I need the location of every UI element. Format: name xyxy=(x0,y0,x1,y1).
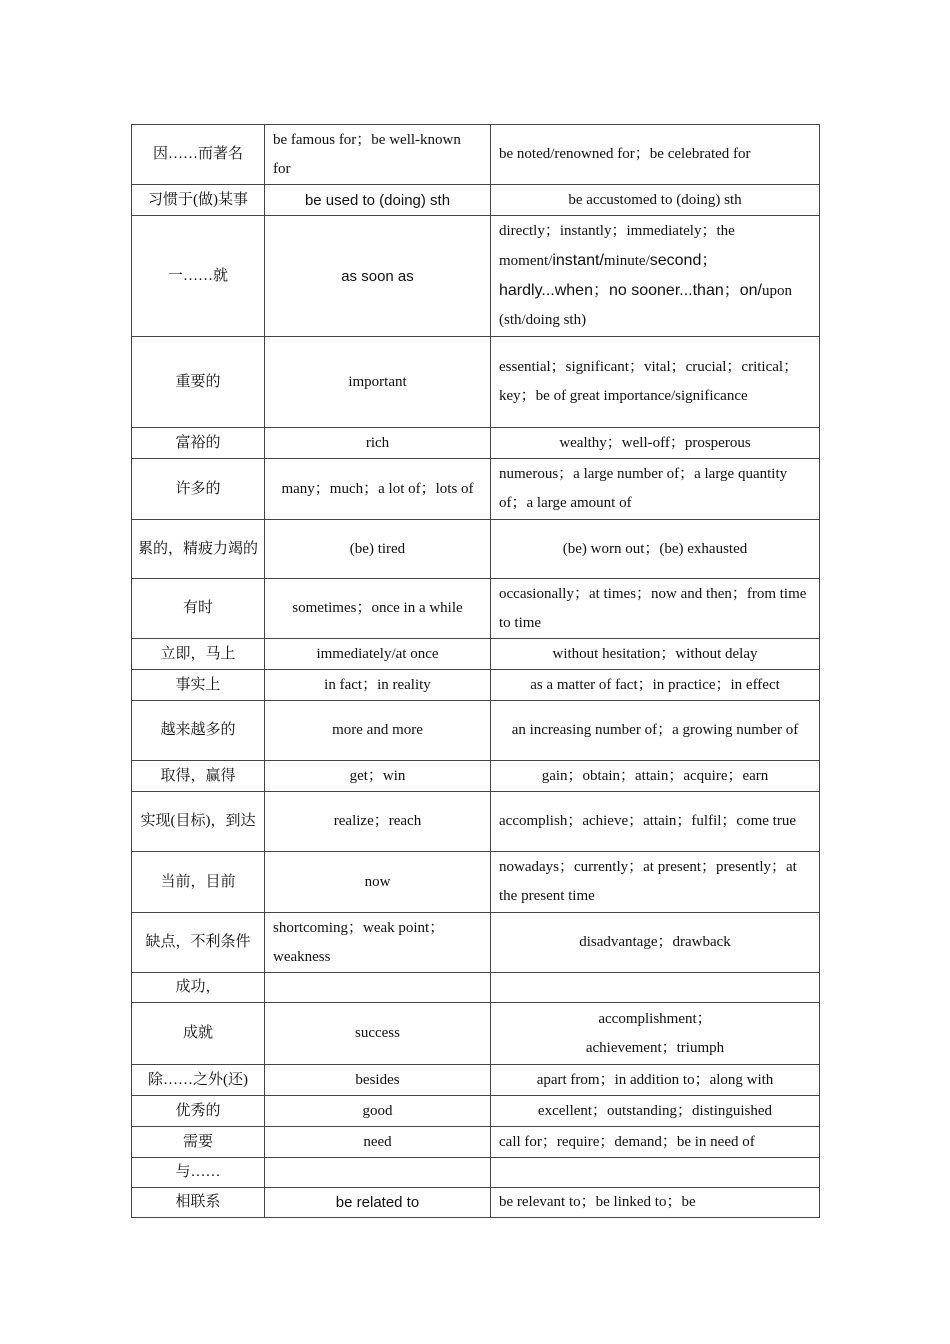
table-row xyxy=(132,670,820,701)
basic-expression-cell: as soon as xyxy=(265,216,491,337)
advanced-text-part: hardly...when；no sooner...than；on/ xyxy=(499,282,762,299)
table-row xyxy=(132,579,820,639)
advanced-expression-cell: disadvantage；drawback xyxy=(491,913,820,973)
basic-expression-cell: important xyxy=(265,337,491,428)
advanced-expression-cell: be relevant to；be linked to；be xyxy=(491,1188,820,1218)
basic-expression-cell: immediately/at once xyxy=(265,639,491,670)
chinese-meaning-cell: 优秀的 xyxy=(132,1096,265,1127)
advanced-expression-cell: apart from；in addition to；along with xyxy=(491,1065,820,1096)
basic-expression-cell: get；win xyxy=(265,761,491,792)
table-row xyxy=(132,701,820,761)
vocabulary-table xyxy=(131,124,820,1218)
chinese-meaning-cell: 实现(目标)，到达 xyxy=(132,792,265,852)
basic-expression-cell xyxy=(265,1158,491,1188)
basic-expression-cell: be related to xyxy=(265,1188,491,1218)
advanced-text-part: second； xyxy=(649,252,718,269)
chinese-meaning-cell: 一……就 xyxy=(132,216,265,337)
basic-expression-cell: now xyxy=(265,852,491,913)
basic-expression-cell: (be) tired xyxy=(265,520,491,579)
advanced-expression-cell: as a matter of fact；in practice；in effect xyxy=(491,670,820,701)
table-row xyxy=(132,1096,820,1127)
chinese-meaning-cell: 事实上 xyxy=(132,670,265,701)
table-row xyxy=(132,1003,820,1065)
basic-expression-cell: sometimes；once in a while xyxy=(265,579,491,639)
advanced-text-part: upon (sth/doing sth) xyxy=(499,283,792,328)
table-row xyxy=(132,337,820,428)
basic-expression-cell: good xyxy=(265,1096,491,1127)
chinese-meaning-cell: 除……之外(还) xyxy=(132,1065,265,1096)
chinese-meaning-cell: 成就 xyxy=(132,1003,265,1065)
advanced-expression-cell xyxy=(491,1158,820,1188)
advanced-expression-cell xyxy=(491,973,820,1003)
chinese-meaning-cell: 习惯于(做)某事 xyxy=(132,185,265,216)
chinese-meaning-cell: 因……而著名 xyxy=(132,125,265,185)
table-row xyxy=(132,216,820,337)
table-row xyxy=(132,1188,820,1218)
chinese-meaning-cell: 成功， xyxy=(132,973,265,1003)
basic-expression-cell: in fact；in reality xyxy=(265,670,491,701)
table-row xyxy=(132,852,820,913)
basic-expression-cell: realize；reach xyxy=(265,792,491,852)
chinese-meaning-cell: 相联系 xyxy=(132,1188,265,1218)
basic-expression-cell xyxy=(265,973,491,1003)
chinese-meaning-cell: 立即，马上 xyxy=(132,639,265,670)
basic-expression-cell: be used to (doing) sth xyxy=(265,185,491,216)
advanced-text-part: minute/ xyxy=(603,253,650,269)
table-row xyxy=(132,428,820,459)
basic-expression-cell: besides xyxy=(265,1065,491,1096)
chinese-meaning-cell: 许多的 xyxy=(132,459,265,520)
advanced-expression-cell: without hesitation；without delay xyxy=(491,639,820,670)
advanced-expression-cell: accomplish；achieve；attain；fulfil；come true xyxy=(491,792,820,852)
basic-expression-cell: more and more xyxy=(265,701,491,761)
table-row xyxy=(132,761,820,792)
table-row xyxy=(132,792,820,852)
advanced-expression-cell: essential；significant；vital；crucial；critical；key；be of great importance/significance xyxy=(491,337,820,428)
advanced-expression-cell: numerous；a large number of；a large quantity of；a large amount of xyxy=(491,459,820,520)
basic-expression-cell: be famous for；be well-known for xyxy=(265,125,491,185)
advanced-line: accomplishment； xyxy=(598,1010,712,1027)
advanced-expression-cell: excellent；outstanding；distinguished xyxy=(491,1096,820,1127)
chinese-meaning-cell: 累的，精疲力竭的 xyxy=(132,520,265,579)
advanced-text-part: directly；instantly；immediately；the moment/ xyxy=(499,223,735,269)
advanced-expression-cell: be accustomed to (doing) sth xyxy=(491,185,820,216)
advanced-expression-cell: (be) worn out；(be) exhausted xyxy=(491,520,820,579)
table-row xyxy=(132,1127,820,1158)
table-row xyxy=(132,520,820,579)
table-row xyxy=(132,459,820,520)
table-row xyxy=(132,973,820,1003)
advanced-text-part: instant/ xyxy=(552,252,604,269)
advanced-expression-cell: nowadays；currently；at present；presently；at the present time xyxy=(491,852,820,913)
chinese-meaning-cell: 富裕的 xyxy=(132,428,265,459)
chinese-meaning-cell: 取得，赢得 xyxy=(132,761,265,792)
table-row xyxy=(132,639,820,670)
advanced-expression-cell xyxy=(491,1003,820,1065)
table-row xyxy=(132,1158,820,1188)
chinese-meaning-cell: 缺点，不利条件 xyxy=(132,913,265,973)
basic-expression-cell: need xyxy=(265,1127,491,1158)
chinese-meaning-cell: 重要的 xyxy=(132,337,265,428)
table-row xyxy=(132,913,820,973)
chinese-meaning-cell: 越来越多的 xyxy=(132,701,265,761)
advanced-expression-cell: wealthy；well-off；prosperous xyxy=(491,428,820,459)
advanced-expression-cell: be noted/renowned for；be celebrated for xyxy=(491,125,820,185)
chinese-meaning-cell: 与…… xyxy=(132,1158,265,1188)
basic-expression-cell: rich xyxy=(265,428,491,459)
advanced-expression-cell: an increasing number of；a growing number of xyxy=(491,701,820,761)
advanced-expression-cell: gain；obtain；attain；acquire；earn xyxy=(491,761,820,792)
chinese-meaning-cell: 当前，目前 xyxy=(132,852,265,913)
advanced-expression-cell xyxy=(491,216,820,337)
table-row xyxy=(132,185,820,216)
basic-expression-cell: success xyxy=(265,1003,491,1065)
advanced-line: achievement；triumph xyxy=(585,1039,725,1056)
table-row xyxy=(132,1065,820,1096)
chinese-meaning-cell: 有时 xyxy=(132,579,265,639)
basic-expression-cell: many；much；a lot of；lots of xyxy=(265,459,491,520)
table-row xyxy=(132,125,820,185)
advanced-expression-cell: occasionally；at times；now and then；from time to time xyxy=(491,579,820,639)
chinese-meaning-cell: 需要 xyxy=(132,1127,265,1158)
basic-expression-cell: shortcoming；weak point；weakness xyxy=(265,913,491,973)
advanced-expression-cell: call for；require；demand；be in need of xyxy=(491,1127,820,1158)
